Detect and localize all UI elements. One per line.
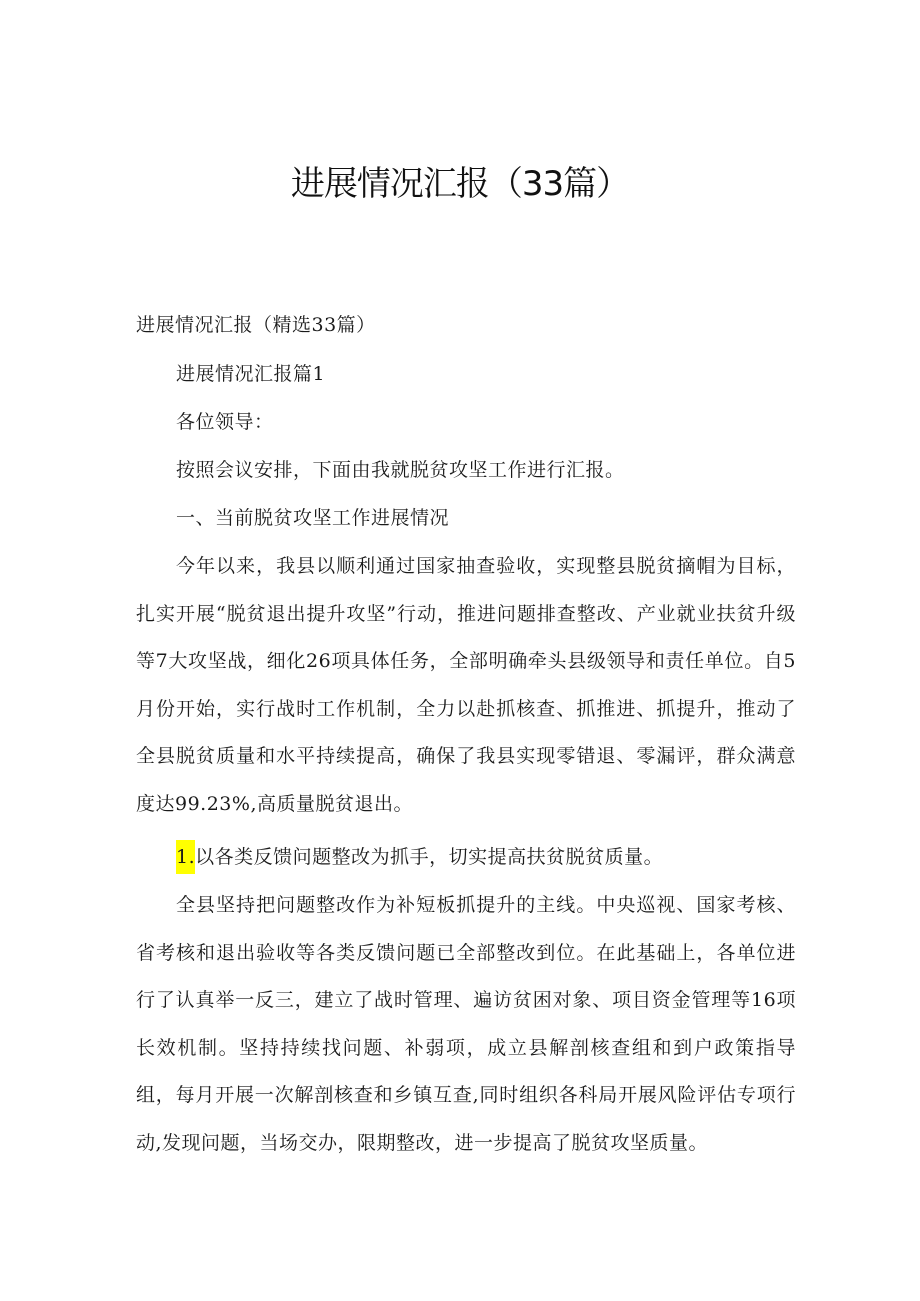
paragraph-rectification: 全县坚持把问题整改作为补短板抓提升的主线。中央巡视、国家考核、省考核和退出验收等各类反馈问题已全部整改到位。在此基础上，各单位进行了认真举一反三，建立了战时管理、遍访贫困对象、项目资金管理等16项长效机制。坚持持续找问题、补弱项，成立县解剖核查组和到户政策指导组，每月开展一次解剖核查和乡镇互查,同时组织各科局开展风险评估专项行动,发现问题，当场交办，限期整改，进一步提高了脱贫攻坚质量。 xyxy=(136,894,796,1154)
item-1-text: 以各类反馈问题整改为抓手，切实提高扶贫脱贫质量。 xyxy=(195,846,664,868)
salutation: 各位领导： xyxy=(176,411,274,433)
document-title: 进展情况汇报（33篇） xyxy=(290,164,630,204)
document-subtitle: 进展情况汇报（精选33篇） xyxy=(136,314,376,336)
intro-sentence: 按照会议安排，下面由我就脱贫攻坚工作进行汇报。 xyxy=(176,459,625,481)
paragraph-progress: 今年以来，我县以顺利通过国家抽查验收，实现整县脱贫摘帽为目标，扎实开展“脱贫退出提升攻坚”行动，推进问题排查整改、产业就业扶贫升级等7大攻坚战，细化26项具体任务，全部明确牵头县级领导和责任单位。自5月份开始，实行战时工作机制，全力以赴抓核查、抓推进、抓提升，推动了全县脱贫质量和水平持续提高，确保了我县实现零错退、零漏评，群众满意度达99.23%,高质量脱贫退出。 xyxy=(136,555,796,815)
section-heading: 一、当前脱贫攻坚工作进展情况 xyxy=(176,507,450,529)
chapter-heading: 进展情况汇报篇1 xyxy=(176,363,326,385)
item-number-highlight: 1. xyxy=(176,840,195,874)
numbered-item-1 xyxy=(176,846,663,869)
